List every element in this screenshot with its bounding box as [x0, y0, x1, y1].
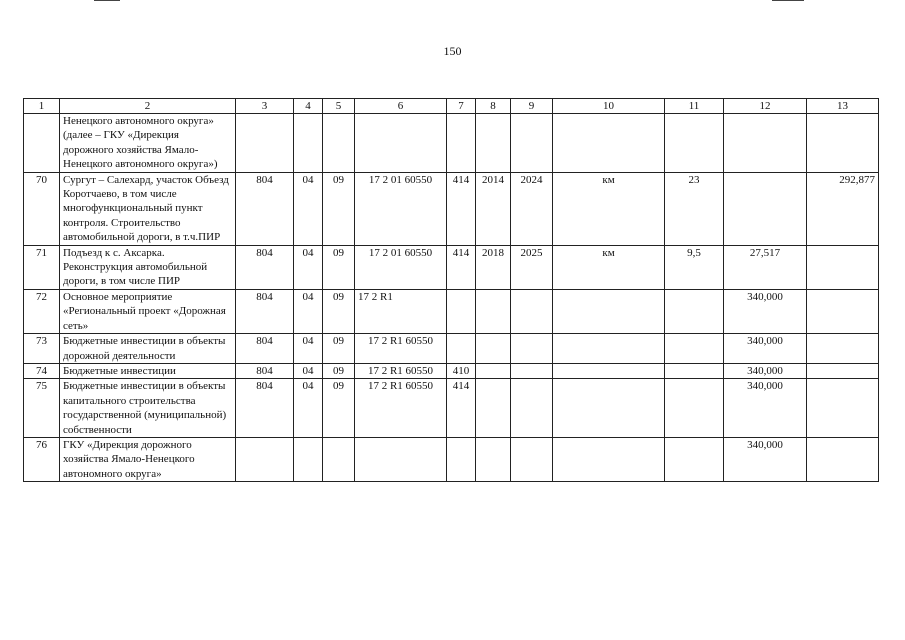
table-row	[24, 114, 879, 173]
cell-amount-13	[807, 379, 879, 438]
cell-end-year	[511, 379, 553, 438]
cell-section: 04	[294, 379, 323, 438]
cell-row-number: 70	[24, 172, 60, 245]
cell-amount-12: 340,000	[724, 289, 807, 333]
cell-start-year	[476, 334, 511, 364]
cell-unit	[553, 363, 665, 378]
cell-code: 804	[236, 363, 294, 378]
cell-row-number: 73	[24, 334, 60, 364]
cell-name: ГКУ «Дирекция дорожного хозяйства Ямало-Ненецкого автономного округа»	[60, 437, 236, 481]
cell-code: 804	[236, 289, 294, 333]
cell-expense-type: 414	[447, 172, 476, 245]
cell-start-year	[476, 289, 511, 333]
table-row	[24, 172, 879, 245]
cell-section: 04	[294, 334, 323, 364]
cell-row-number: 72	[24, 289, 60, 333]
table-row	[24, 334, 879, 364]
table-row	[24, 363, 879, 378]
cell-target-article: 17 2 R1 60550	[355, 363, 447, 378]
cell-section	[294, 114, 323, 173]
cell-amount-12: 27,517	[724, 245, 807, 289]
cell-code	[236, 437, 294, 481]
cell-end-year	[511, 363, 553, 378]
cell-expense-type	[447, 114, 476, 173]
cell-name: Сургут – Салехард, участок Объезд Коротчаево, в том числе многофункциональный пункт контроля. Строительство автомобильной дороги, в т.ч.ПИР	[60, 172, 236, 245]
cell-expense-type	[447, 334, 476, 364]
cell-amount-12: 340,000	[724, 437, 807, 481]
column-header: 6	[355, 99, 447, 114]
cell-unit: км	[553, 245, 665, 289]
cell-section	[294, 437, 323, 481]
cell-end-year	[511, 114, 553, 173]
cell-end-year	[511, 334, 553, 364]
cell-end-year: 2024	[511, 172, 553, 245]
cell-name: Бюджетные инвестиции в объекты капитального строительства государственной (муниципальной) собственности	[60, 379, 236, 438]
column-header: 9	[511, 99, 553, 114]
cell-name: Основное мероприятие «Региональный проект «Дорожная сеть»	[60, 289, 236, 333]
table-row	[24, 289, 879, 333]
cell-unit	[553, 114, 665, 173]
cell-capacity: 23	[665, 172, 724, 245]
cell-amount-12: 340,000	[724, 363, 807, 378]
cell-start-year: 2014	[476, 172, 511, 245]
cell-subsection: 09	[323, 363, 355, 378]
cell-capacity	[665, 363, 724, 378]
cell-amount-12	[724, 114, 807, 173]
cell-capacity	[665, 334, 724, 364]
cell-unit	[553, 289, 665, 333]
cell-start-year	[476, 379, 511, 438]
cell-start-year	[476, 437, 511, 481]
column-header: 13	[807, 99, 879, 114]
cell-row-number: 71	[24, 245, 60, 289]
cell-name: Бюджетные инвестиции в объекты дорожной деятельности	[60, 334, 236, 364]
cell-amount-13	[807, 334, 879, 364]
cell-subsection	[323, 114, 355, 173]
cell-amount-13	[807, 289, 879, 333]
cell-code: 804	[236, 334, 294, 364]
cell-row-number: 74	[24, 363, 60, 378]
table-row	[24, 379, 879, 438]
cell-row-number	[24, 114, 60, 173]
cell-capacity	[665, 289, 724, 333]
table-row	[24, 437, 879, 481]
cell-target-article: 17 2 01 60550	[355, 172, 447, 245]
cell-expense-type: 410	[447, 363, 476, 378]
scan-edge-mark	[772, 0, 804, 1]
cell-amount-13	[807, 245, 879, 289]
table-row	[24, 245, 879, 289]
cell-name: Подъезд к с. Аксарка. Реконструкция автомобильной дороги, в том числе ПИР	[60, 245, 236, 289]
cell-unit	[553, 379, 665, 438]
cell-amount-12	[724, 172, 807, 245]
cell-code: 804	[236, 172, 294, 245]
cell-expense-type	[447, 437, 476, 481]
cell-row-number: 75	[24, 379, 60, 438]
cell-code	[236, 114, 294, 173]
table-header-row	[24, 99, 879, 114]
cell-amount-12: 340,000	[724, 334, 807, 364]
column-header: 1	[24, 99, 60, 114]
column-header: 4	[294, 99, 323, 114]
cell-subsection: 09	[323, 172, 355, 245]
scan-edge-mark	[94, 0, 120, 1]
column-header: 10	[553, 99, 665, 114]
cell-capacity	[665, 114, 724, 173]
cell-target-article: 17 2 01 60550	[355, 245, 447, 289]
cell-capacity: 9,5	[665, 245, 724, 289]
cell-end-year	[511, 437, 553, 481]
column-header: 11	[665, 99, 724, 114]
column-header: 3	[236, 99, 294, 114]
cell-row-number: 76	[24, 437, 60, 481]
budget-table	[23, 98, 879, 482]
cell-unit: км	[553, 172, 665, 245]
column-header: 2	[60, 99, 236, 114]
cell-end-year	[511, 289, 553, 333]
cell-subsection: 09	[323, 245, 355, 289]
cell-subsection: 09	[323, 289, 355, 333]
cell-target-article: 17 2 R1 60550	[355, 379, 447, 438]
cell-capacity	[665, 437, 724, 481]
cell-start-year	[476, 114, 511, 173]
cell-target-article	[355, 114, 447, 173]
cell-expense-type: 414	[447, 245, 476, 289]
cell-section: 04	[294, 289, 323, 333]
cell-target-article: 17 2 R1 60550	[355, 334, 447, 364]
cell-expense-type: 414	[447, 379, 476, 438]
cell-unit	[553, 437, 665, 481]
cell-unit	[553, 334, 665, 364]
cell-amount-13: 292,877	[807, 172, 879, 245]
cell-section: 04	[294, 363, 323, 378]
cell-code: 804	[236, 379, 294, 438]
cell-subsection: 09	[323, 379, 355, 438]
cell-capacity	[665, 379, 724, 438]
cell-amount-13	[807, 114, 879, 173]
cell-target-article: 17 2 R1	[355, 289, 447, 333]
cell-end-year: 2025	[511, 245, 553, 289]
page-number: 150	[443, 44, 462, 58]
column-header: 8	[476, 99, 511, 114]
cell-expense-type	[447, 289, 476, 333]
column-header: 12	[724, 99, 807, 114]
cell-start-year	[476, 363, 511, 378]
cell-amount-13	[807, 363, 879, 378]
cell-amount-13	[807, 437, 879, 481]
cell-section: 04	[294, 172, 323, 245]
cell-target-article	[355, 437, 447, 481]
cell-amount-12: 340,000	[724, 379, 807, 438]
column-header: 7	[447, 99, 476, 114]
cell-subsection: 09	[323, 334, 355, 364]
column-header: 5	[323, 99, 355, 114]
cell-start-year: 2018	[476, 245, 511, 289]
cell-subsection	[323, 437, 355, 481]
cell-section: 04	[294, 245, 323, 289]
cell-name: Ненецкого автономного округа» (далее – ГКУ «Дирекция дорожного хозяйства Ямало-Ненецкого автономного округа»)	[60, 114, 236, 173]
cell-name: Бюджетные инвестиции	[60, 363, 236, 378]
cell-code: 804	[236, 245, 294, 289]
